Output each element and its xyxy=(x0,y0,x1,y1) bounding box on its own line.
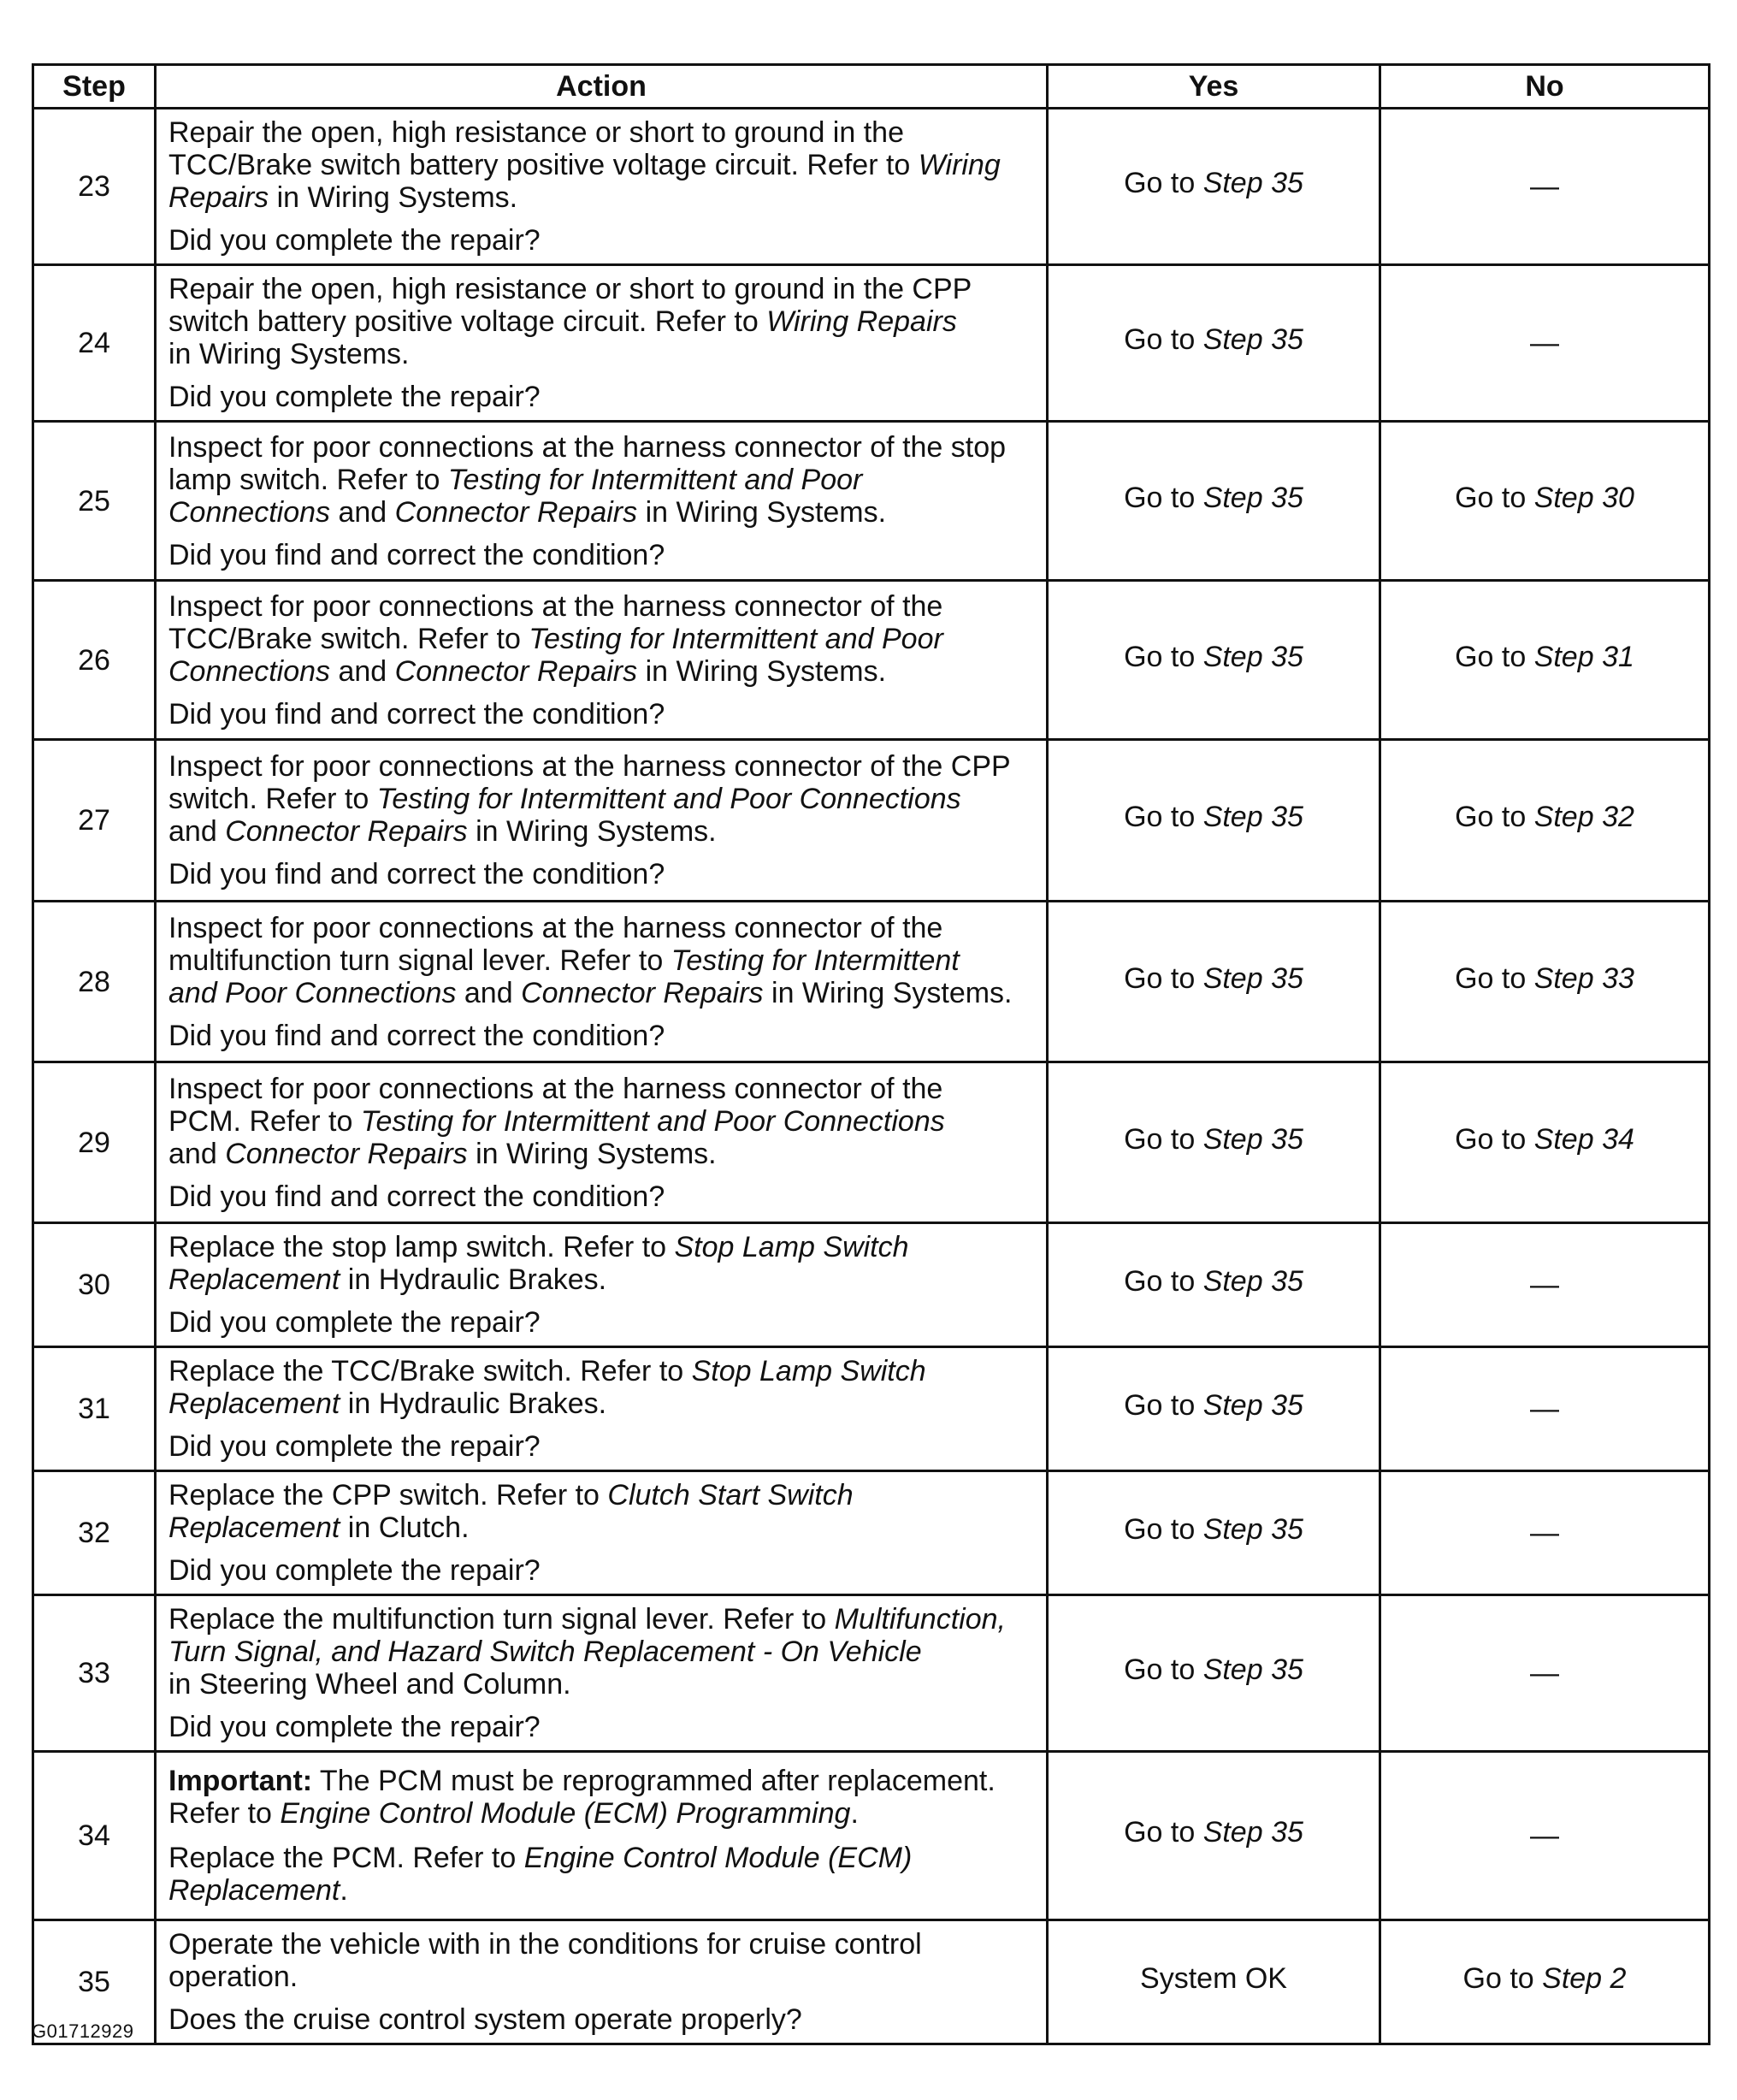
text-segment: Replace the PCM. Refer to xyxy=(168,1842,524,1874)
text-segment: Connector Repairs xyxy=(521,976,764,1009)
table-row xyxy=(33,422,1710,581)
text-segment: Go to xyxy=(1455,1122,1534,1156)
text-segment: Step 30 xyxy=(1533,481,1634,514)
yes-cell xyxy=(1048,902,1380,1062)
text-segment: Go to xyxy=(1455,640,1534,673)
text-segment: Replacement xyxy=(168,1511,340,1544)
table-row xyxy=(33,1062,1710,1223)
text-segment: Step 35 xyxy=(1202,167,1303,199)
no-cell: — xyxy=(1380,1752,1710,1920)
table-row xyxy=(33,1920,1710,2044)
text-segment: Testing for Intermittent and Poor xyxy=(447,463,863,496)
text-segment: PCM. Refer to xyxy=(168,1104,361,1138)
text-segment: operation. xyxy=(168,1961,298,1993)
text-segment: and xyxy=(168,1137,226,1170)
no-cell: — xyxy=(1380,1347,1710,1471)
action-question: Did you complete the repair? xyxy=(168,381,541,413)
text-segment: Clutch Start Switch xyxy=(607,1479,854,1511)
text-segment: Replacement xyxy=(168,1263,340,1296)
text-segment: Refer to xyxy=(168,1797,281,1830)
text-segment: switch. Refer to xyxy=(168,783,377,815)
header-no: No xyxy=(1380,65,1710,109)
yes-cell xyxy=(1048,740,1380,902)
text-segment: System OK xyxy=(1140,1962,1287,1995)
header-yes: Yes xyxy=(1048,65,1380,109)
text-segment: Connections xyxy=(168,654,331,688)
text-segment: in Wiring Systems. xyxy=(637,495,887,529)
text-segment: . xyxy=(850,1797,859,1830)
action-line xyxy=(168,1387,1034,1420)
text-segment: Replacement xyxy=(168,1874,340,1907)
step-number: 33 xyxy=(33,1595,156,1752)
table-row xyxy=(33,109,1710,265)
text-segment: Step 35 xyxy=(1202,1513,1303,1546)
no-cell: — xyxy=(1380,265,1710,422)
text-segment: Multifunction, xyxy=(834,1603,1006,1636)
step-number: 29 xyxy=(33,1062,156,1223)
text-segment: Go to xyxy=(1124,167,1203,199)
no-cell xyxy=(1380,740,1710,902)
text-segment: Wiring xyxy=(918,149,1001,181)
text-segment: and xyxy=(168,815,226,848)
text-segment: Go to xyxy=(1124,1389,1203,1422)
action-cell xyxy=(156,265,1048,422)
step-number: 31 xyxy=(33,1347,156,1471)
action-cell xyxy=(156,1347,1048,1471)
text-segment: Engine Control Module (ECM) Programming xyxy=(280,1797,851,1830)
text-segment: Go to xyxy=(1455,801,1534,833)
text-segment: Stop Lamp Switch xyxy=(691,1355,926,1387)
table-row xyxy=(33,1347,1710,1471)
text-segment: Step 35 xyxy=(1202,640,1303,673)
text-segment: Go to xyxy=(1124,1653,1203,1686)
action-cell xyxy=(156,581,1048,740)
header-action: Action xyxy=(156,65,1048,109)
text-segment: Go to xyxy=(1455,481,1534,514)
action-question: Did you find and correct the condition? xyxy=(168,858,665,890)
text-segment: Replace the CPP switch. Refer to xyxy=(168,1479,608,1511)
text-segment: Step 35 xyxy=(1202,1653,1303,1686)
text-segment: Step 32 xyxy=(1533,801,1634,833)
action-line xyxy=(168,977,1034,1009)
text-segment: in Wiring Systems. xyxy=(168,338,410,370)
text-segment: Step 2 xyxy=(1542,1962,1627,1995)
text-segment: Connector Repairs xyxy=(225,815,468,848)
action-line xyxy=(168,1928,1034,1961)
action-question: Did you find and correct the condition? xyxy=(168,1019,665,1052)
step-number: 28 xyxy=(33,902,156,1062)
action-line xyxy=(168,1961,1034,1993)
text-segment: Step 35 xyxy=(1202,481,1303,514)
text-segment: Step 35 xyxy=(1202,1265,1303,1298)
text-segment: Connector Repairs xyxy=(225,1137,468,1170)
no-cell: — xyxy=(1380,1223,1710,1347)
text-segment: Operate the vehicle with in the conditions for cruise control xyxy=(168,1928,922,1961)
table-header-row xyxy=(33,65,1710,109)
text-segment: Step 34 xyxy=(1533,1122,1634,1156)
action-cell xyxy=(156,1752,1048,1920)
text-segment: Go to xyxy=(1455,961,1534,995)
action-question: Did you complete the repair? xyxy=(168,224,541,257)
action-line xyxy=(168,464,1034,496)
text-segment: Step 31 xyxy=(1533,640,1634,673)
text-segment: Go to xyxy=(1124,481,1203,514)
action-cell xyxy=(156,1595,1048,1752)
text-segment: lamp switch. Refer to xyxy=(168,463,448,496)
text-segment: Inspect for poor connections at the harness connector of the xyxy=(168,589,943,623)
text-segment: TCC/Brake switch. Refer to xyxy=(168,622,529,655)
text-segment: Go to xyxy=(1124,1265,1203,1298)
step-number: 25 xyxy=(33,422,156,581)
text-segment: Connector Repairs xyxy=(394,495,638,529)
text-segment: Important: xyxy=(168,1765,313,1797)
action-cell xyxy=(156,109,1048,265)
action-line xyxy=(168,496,1034,529)
text-segment: Wiring Repairs xyxy=(766,305,957,338)
step-number: 34 xyxy=(33,1752,156,1920)
table-row xyxy=(33,1223,1710,1347)
text-segment: in Hydraulic Brakes. xyxy=(340,1263,607,1296)
text-segment: Replacement xyxy=(168,1387,340,1420)
text-segment: Testing for Intermittent xyxy=(671,944,960,977)
text-segment: Go to xyxy=(1462,1962,1543,1995)
text-segment: Repairs xyxy=(168,181,269,214)
action-cell xyxy=(156,740,1048,902)
action-question: Did you find and correct the condition? xyxy=(168,1180,665,1213)
no-cell xyxy=(1380,581,1710,740)
table-body xyxy=(33,109,1710,2044)
action-line xyxy=(168,181,1034,214)
text-segment: multifunction turn signal lever. Refer to xyxy=(168,944,671,977)
yes-cell xyxy=(1048,109,1380,265)
text-segment: Go to xyxy=(1124,323,1203,356)
action-line xyxy=(168,1105,1034,1138)
table-row xyxy=(33,1595,1710,1752)
text-segment: Replace the multifunction turn signal lever. Refer to xyxy=(168,1603,835,1636)
action-cell xyxy=(156,1223,1048,1347)
yes-cell xyxy=(1048,422,1380,581)
text-segment: The PCM must be reprogrammed after replacement. xyxy=(312,1765,996,1797)
action-line xyxy=(168,431,1034,464)
paragraph-gap xyxy=(168,1830,1034,1842)
text-segment: Step 35 xyxy=(1202,801,1303,833)
action-line xyxy=(168,1874,1034,1907)
action-line xyxy=(168,1073,1034,1105)
text-segment: Step 35 xyxy=(1202,323,1303,356)
action-line xyxy=(168,1231,1034,1263)
figure-id: G01712929 xyxy=(32,2020,134,2042)
action-cell xyxy=(156,1062,1048,1223)
action-question: Did you find and correct the condition? xyxy=(168,538,665,571)
text-segment: Inspect for poor connections at the harness connector of the xyxy=(168,911,943,944)
text-segment: Replace the stop lamp switch. Refer to xyxy=(168,1231,675,1263)
no-cell xyxy=(1380,422,1710,581)
yes-cell xyxy=(1048,1347,1380,1471)
text-segment: . xyxy=(340,1874,348,1907)
text-segment: Go to xyxy=(1124,801,1203,833)
table-row xyxy=(33,740,1710,902)
action-line xyxy=(168,1355,1034,1387)
yes-cell xyxy=(1048,1595,1380,1752)
text-segment: Go to xyxy=(1124,640,1203,673)
action-question: Did you complete the repair? xyxy=(168,1306,541,1339)
action-line xyxy=(168,305,1034,338)
no-cell xyxy=(1380,1062,1710,1223)
text-segment: Step 33 xyxy=(1533,961,1634,995)
step-number: 32 xyxy=(33,1471,156,1595)
yes-cell xyxy=(1048,1920,1380,2044)
text-segment: Inspect for poor connections at the harness connector of the stop xyxy=(168,430,1007,464)
action-line xyxy=(168,1138,1034,1170)
text-segment: Testing for Intermittent and Poor xyxy=(529,622,943,655)
text-segment: Engine Control Module (ECM) xyxy=(523,1842,913,1874)
diagnostic-table xyxy=(32,63,1710,2045)
yes-cell xyxy=(1048,1752,1380,1920)
text-segment: Replace the TCC/Brake switch. Refer to xyxy=(168,1355,692,1387)
text-segment: Connections xyxy=(168,495,331,529)
action-line xyxy=(168,944,1034,977)
yes-cell xyxy=(1048,1062,1380,1223)
text-segment: Turn Signal, and Hazard Switch Replacement - On Vehicle xyxy=(168,1636,922,1668)
action-question: Did you complete the repair? xyxy=(168,1711,541,1743)
yes-cell xyxy=(1048,1223,1380,1347)
action-question: Did you find and correct the condition? xyxy=(168,697,665,731)
action-line xyxy=(168,1479,1034,1511)
action-question: Does the cruise control system operate properly? xyxy=(168,2003,802,2036)
text-segment: Go to xyxy=(1124,961,1203,995)
text-segment: in Wiring Systems. xyxy=(637,654,887,688)
action-line xyxy=(168,1636,1034,1668)
text-segment: Go to xyxy=(1124,1513,1203,1546)
text-segment: in Steering Wheel and Column. xyxy=(168,1668,571,1701)
text-segment: TCC/Brake switch battery positive voltage circuit. Refer to xyxy=(168,149,919,181)
text-segment: Stop Lamp Switch xyxy=(674,1231,909,1263)
action-line xyxy=(168,912,1034,944)
text-segment: in Wiring Systems. xyxy=(467,1137,717,1170)
table-row xyxy=(33,902,1710,1062)
step-number: 27 xyxy=(33,740,156,902)
table-row xyxy=(33,1471,1710,1595)
action-line xyxy=(168,1765,1034,1797)
action-cell xyxy=(156,422,1048,581)
text-segment: Step 35 xyxy=(1202,1389,1303,1422)
action-line xyxy=(168,783,1034,815)
action-line xyxy=(168,1511,1034,1544)
text-segment: in Clutch. xyxy=(340,1511,470,1544)
action-line xyxy=(168,623,1034,655)
no-cell xyxy=(1380,1920,1710,2044)
action-line xyxy=(168,1668,1034,1701)
action-line xyxy=(168,1797,1034,1830)
action-line xyxy=(168,149,1034,181)
text-segment: Inspect for poor connections at the harness connector of the CPP xyxy=(168,750,1011,783)
text-segment: Repair the open, high resistance or short to ground in the CPP xyxy=(168,273,972,305)
text-segment: in Wiring Systems. xyxy=(269,181,518,214)
table-row xyxy=(33,1752,1710,1920)
action-line xyxy=(168,273,1034,305)
text-segment: Testing for Intermittent and Poor Connections xyxy=(360,1104,945,1138)
action-line xyxy=(168,750,1034,783)
header-step: Step xyxy=(33,65,156,109)
action-cell xyxy=(156,1471,1048,1595)
no-cell xyxy=(1380,902,1710,1062)
action-line xyxy=(168,655,1034,688)
yes-cell xyxy=(1048,1471,1380,1595)
step-number: 24 xyxy=(33,265,156,422)
text-segment: and Poor Connections xyxy=(168,976,457,1009)
text-segment: in Wiring Systems. xyxy=(467,815,717,848)
step-number: 35 xyxy=(33,1920,156,2044)
text-segment: switch battery positive voltage circuit. Refer to xyxy=(168,305,767,338)
text-segment: Step 35 xyxy=(1202,961,1303,995)
action-cell xyxy=(156,1920,1048,2044)
table-row xyxy=(33,581,1710,740)
text-segment: Inspect for poor connections at the harness connector of the xyxy=(168,1072,943,1105)
text-segment: Go to xyxy=(1124,1122,1203,1156)
yes-cell xyxy=(1048,265,1380,422)
action-line xyxy=(168,815,1034,848)
text-segment: Repair the open, high resistance or short to ground in the xyxy=(168,116,904,149)
text-segment: Go to xyxy=(1124,1816,1203,1849)
action-line xyxy=(168,1263,1034,1296)
action-line xyxy=(168,1603,1034,1636)
text-segment: in Wiring Systems. xyxy=(763,976,1013,1009)
action-line xyxy=(168,1842,1034,1874)
action-line xyxy=(168,338,1034,370)
action-line xyxy=(168,590,1034,623)
no-cell: — xyxy=(1380,109,1710,265)
text-segment: and xyxy=(330,495,395,529)
no-cell: — xyxy=(1380,1471,1710,1595)
action-line xyxy=(168,116,1034,149)
step-number: 26 xyxy=(33,581,156,740)
text-segment: Testing for Intermittent and Poor Connections xyxy=(376,783,961,815)
text-segment: and xyxy=(456,976,522,1009)
table-row xyxy=(33,265,1710,422)
step-number: 30 xyxy=(33,1223,156,1347)
text-segment: Connector Repairs xyxy=(394,654,638,688)
yes-cell xyxy=(1048,581,1380,740)
step-number: 23 xyxy=(33,109,156,265)
action-question: Did you complete the repair? xyxy=(168,1554,541,1587)
action-question: Did you complete the repair? xyxy=(168,1430,541,1463)
text-segment: and xyxy=(330,654,395,688)
text-segment: Step 35 xyxy=(1202,1816,1303,1849)
text-segment: Step 35 xyxy=(1202,1122,1303,1156)
action-cell xyxy=(156,902,1048,1062)
text-segment: in Hydraulic Brakes. xyxy=(340,1387,607,1420)
no-cell: — xyxy=(1380,1595,1710,1752)
